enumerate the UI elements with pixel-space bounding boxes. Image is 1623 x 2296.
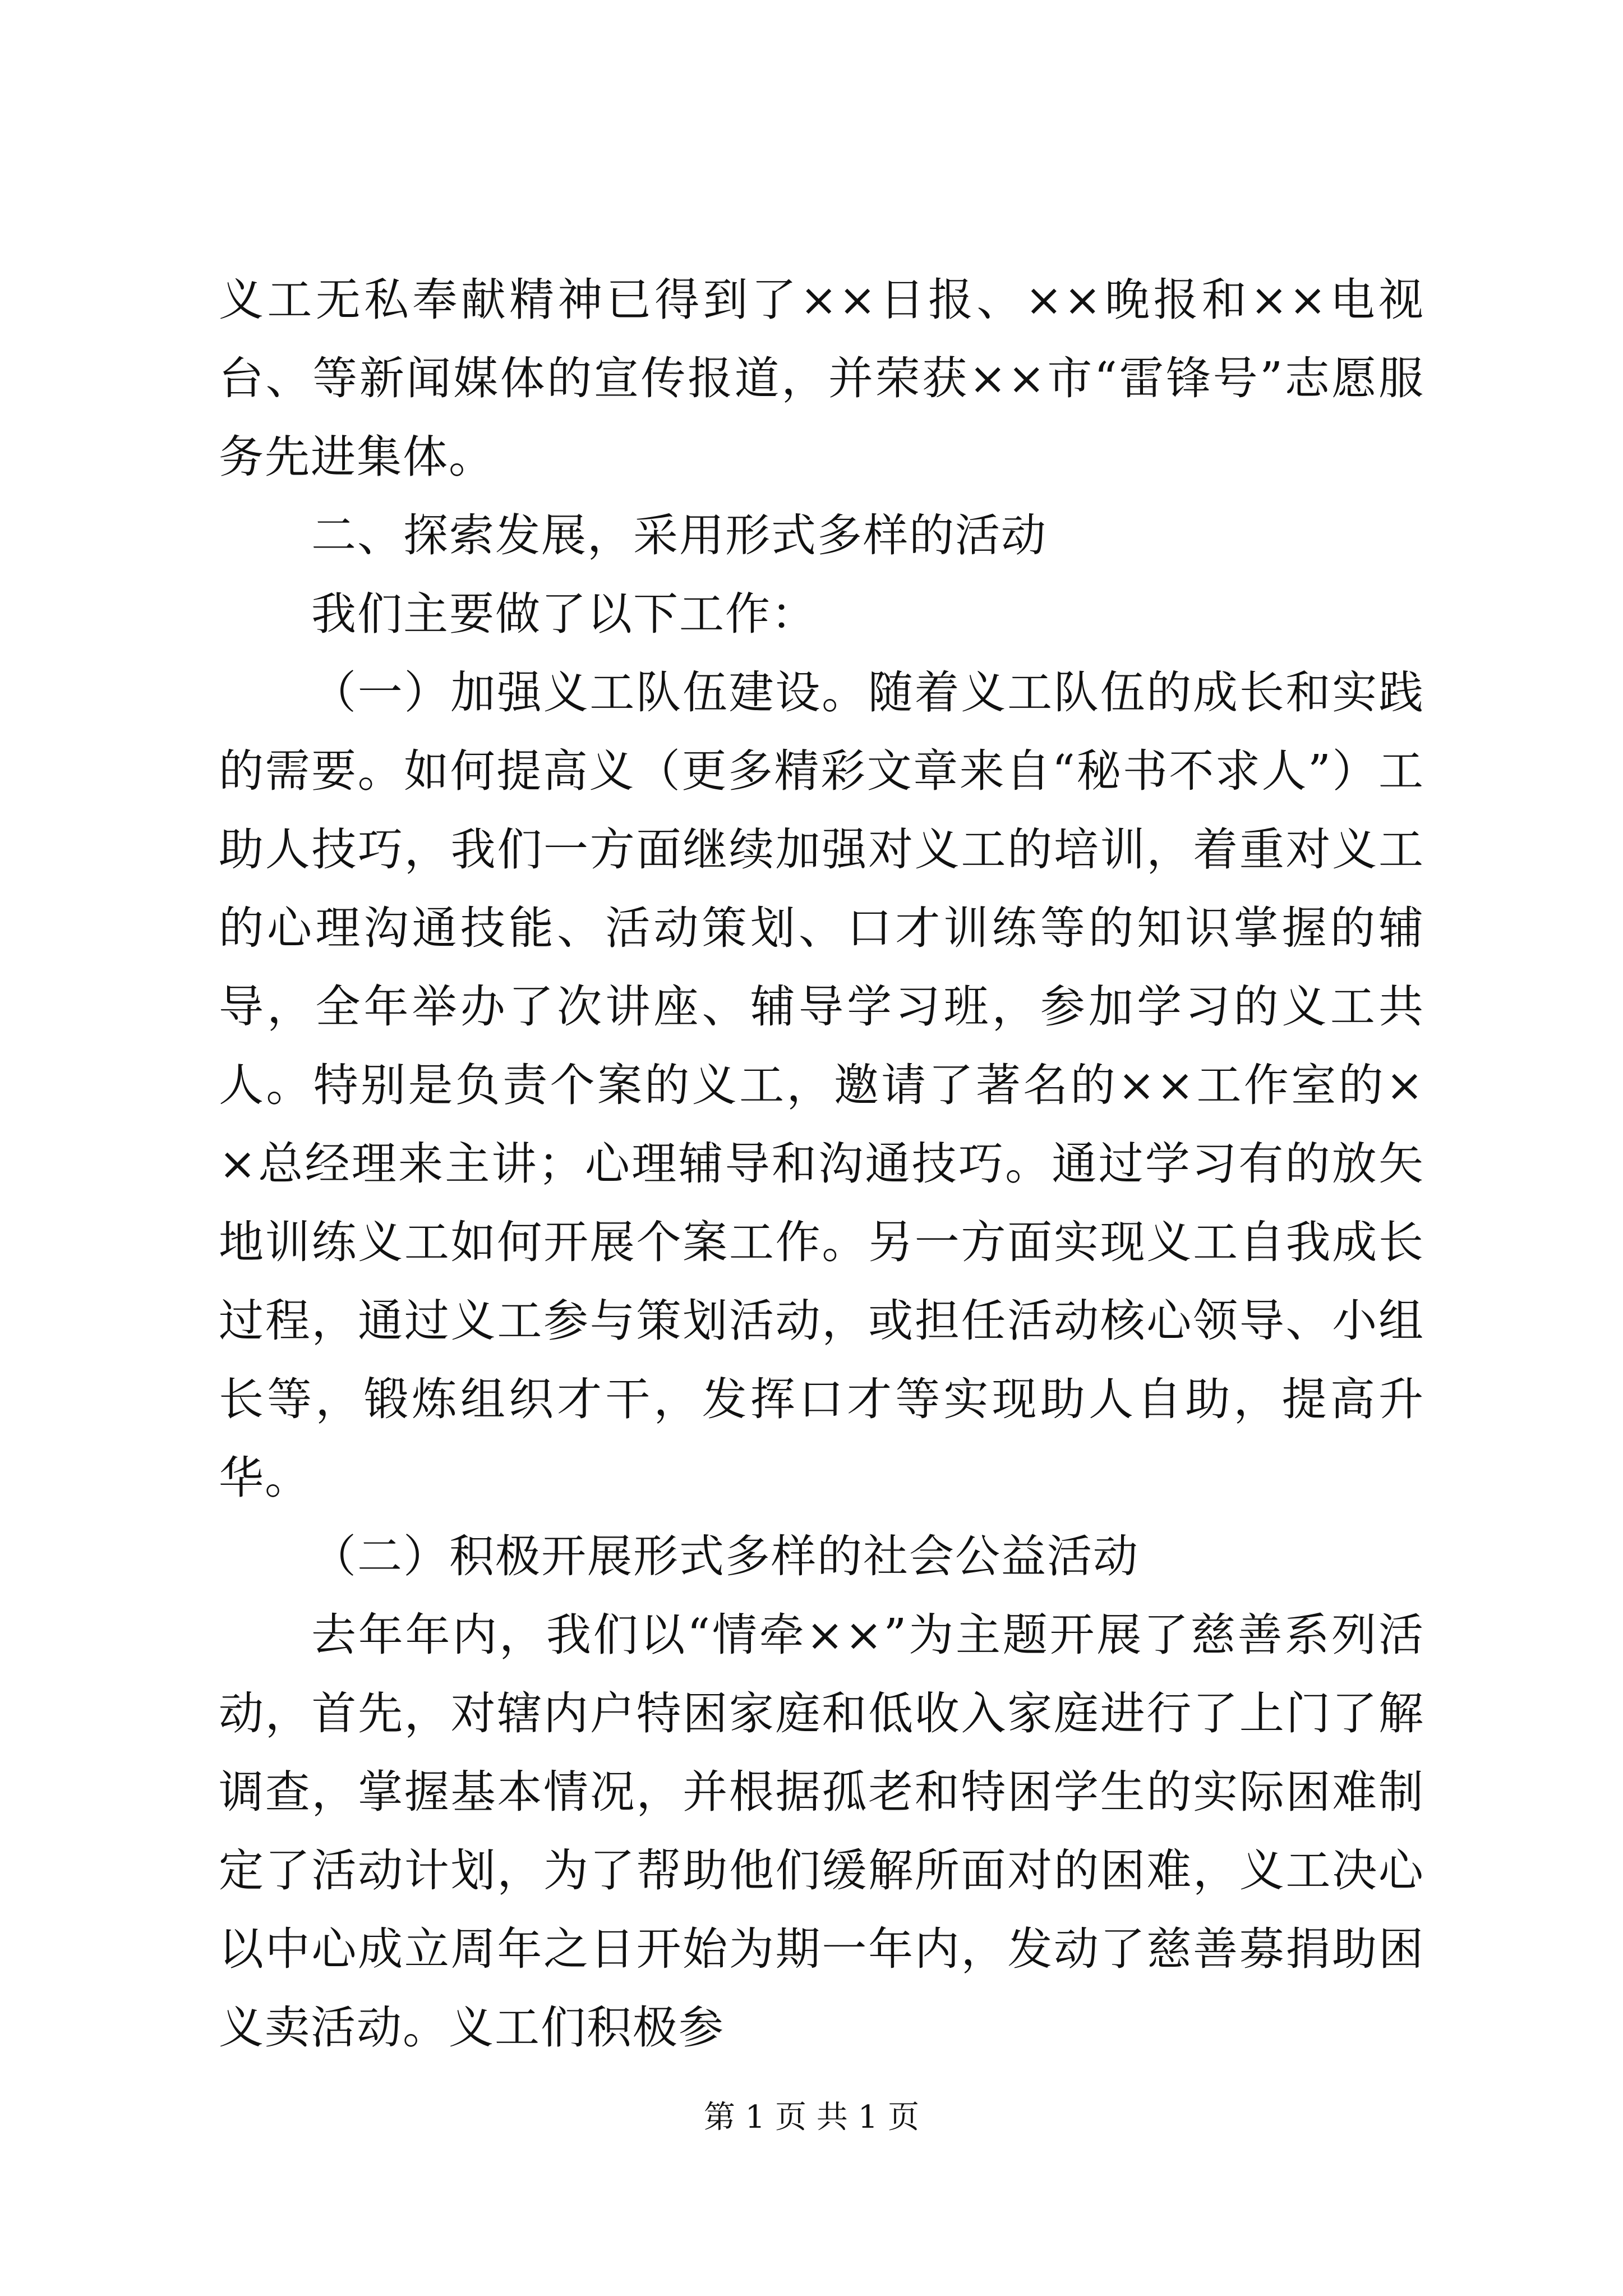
paragraph-1: 义工无私奉献精神已得到了××日报、××晚报和××电视台、等新闻媒体的宣传报道，并荣获××市“雷锋号”志愿服务先进集体。 <box>219 274 1424 483</box>
subheading-public-welfare: （二）积极开展形式多样的社会公益活动 <box>311 1530 1139 1582</box>
paragraph-charity-activities: 去年年内，我们以“情牵××”为主题开展了慈善系列活动，首先，对辖内户特困家庭和低收入家庭进行了上门了解调查，掌握基本情况，并根据孤老和特困学生的实际困难制定了活动计划，为了帮助他们缓解所面对的困难，义工决心以中心成立周年之日开始为期一年内，发动了慈善募捐助困义卖活动。义工们积极参 <box>219 1609 1424 2054</box>
section-heading-2: 二、探索发展，采用形式多样的活动 <box>311 509 1047 562</box>
document-body <box>219 261 1424 2067</box>
paragraph-intro: 我们主要做了以下工作： <box>311 588 817 640</box>
paragraph-team-building: （一）加强义工队伍建设。随着义工队伍的成长和实践的需要。如何提高义（更多精彩文章来自“秘书不求人”）工助人技巧，我们一方面继续加强对义工的培训，着重对义工的心理沟通技能、活动策划、口才训练等的知识掌握的辅导，全年举办了次讲座、辅导学习班，参加学习的义工共人。特别是负责个案的义工，邀请了著名的××工作室的××总经理来主讲；心理辅导和沟通技巧。通过学习有的放矢地训练义工如何开展个案工作。另一方面实现义工自我成长过程，通过义工参与策划活动，或担任活动核心领导、小组长等，锻炼组织才干，发挥口才等实现助人自助，提高升华。 <box>219 666 1424 1504</box>
page-footer: 第 1 页 共 1 页 <box>703 2099 920 2136</box>
